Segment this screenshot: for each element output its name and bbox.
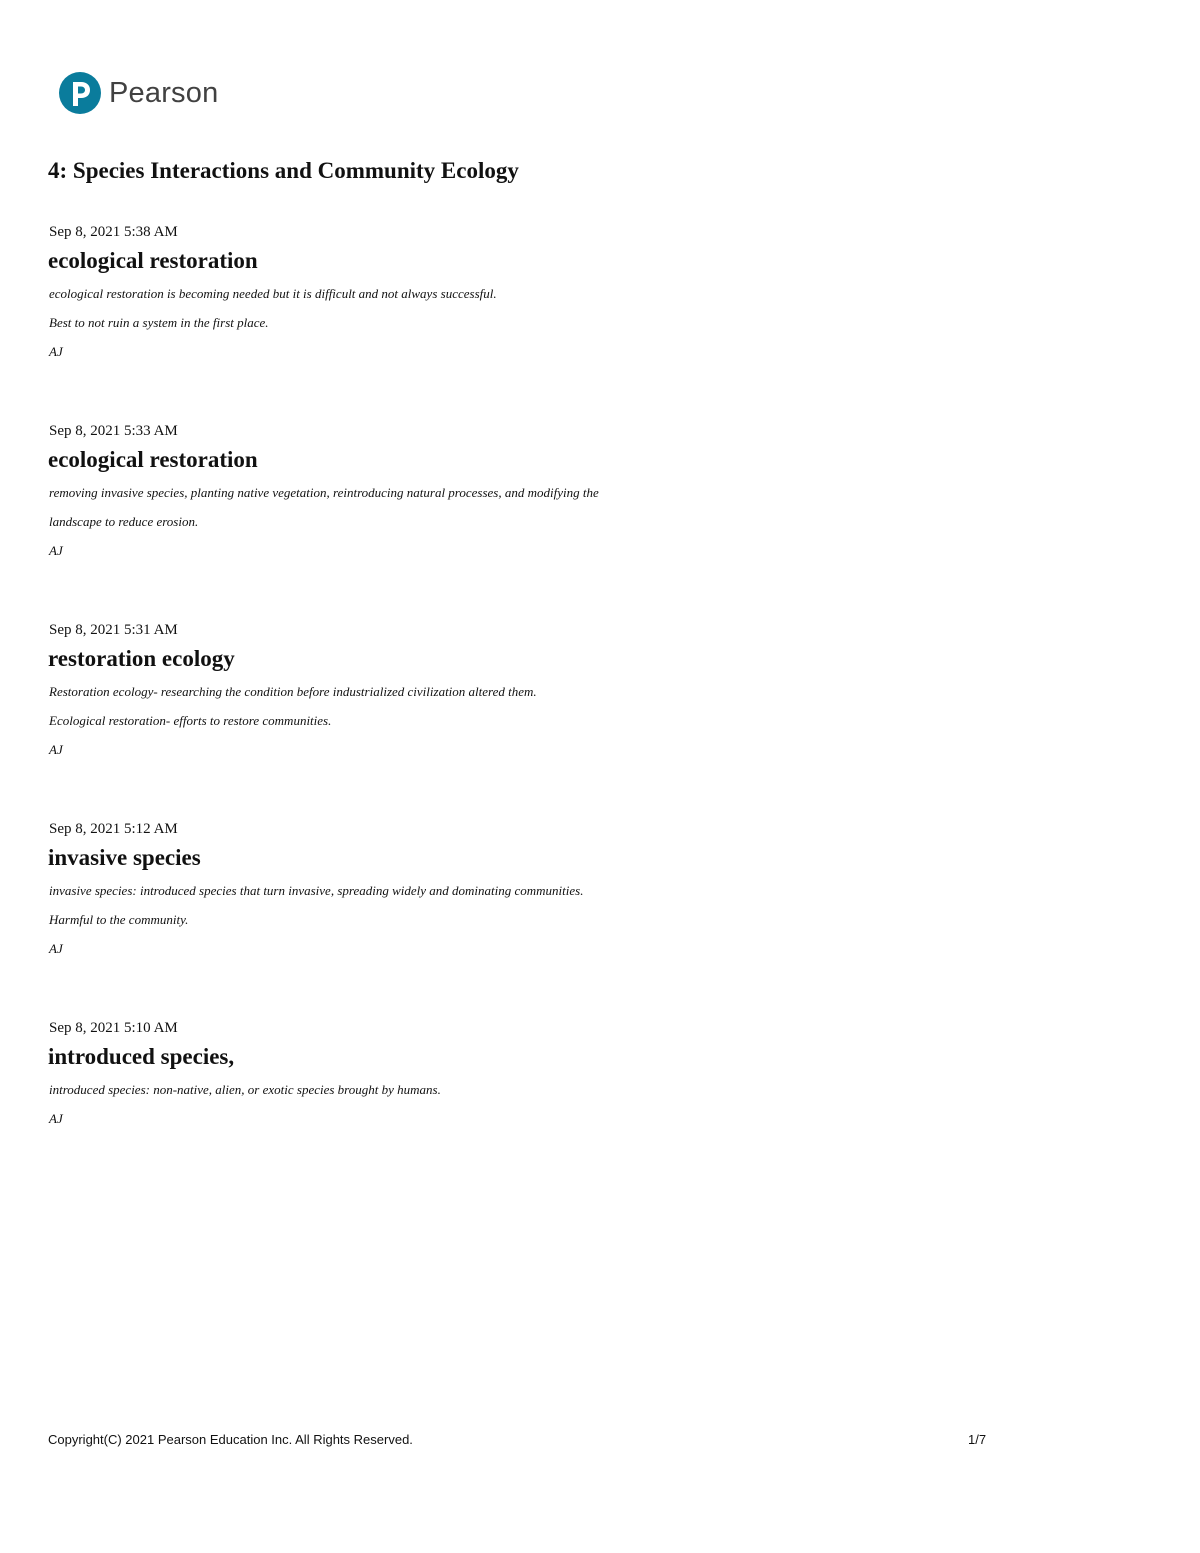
note-text-line: ecological restoration is becoming needed but it is difficult and not always successful. — [49, 286, 497, 301]
note-date: Sep 8, 2021 5:31 AM — [49, 622, 178, 638]
footer-copyright: Copyright(C) 2021 Pearson Education Inc. All Rights Reserved. — [48, 1432, 413, 1447]
note-body — [48, 279, 948, 366]
pearson-logo-icon — [59, 72, 101, 114]
note-body — [48, 1075, 948, 1133]
note-date: Sep 8, 2021 5:10 AM — [49, 1020, 178, 1036]
note-body — [48, 677, 948, 764]
note-author: AJ — [49, 1111, 63, 1126]
note-title: ecological restoration — [48, 447, 258, 472]
note-text-line: Ecological restoration- efforts to restore communities. — [49, 713, 332, 728]
brand-name: Pearson — [109, 76, 219, 109]
page-number: 1/7 — [968, 1432, 987, 1447]
note-author: AJ — [49, 941, 63, 956]
note-text-line: Best to not ruin a system in the first place. — [49, 315, 269, 330]
note-entry — [48, 1019, 948, 1133]
note-body — [48, 876, 948, 963]
note-entry — [48, 422, 948, 565]
note-entry — [48, 223, 948, 366]
page-title: 4: Species Interactions and Community Ecology — [48, 158, 519, 183]
note-author: AJ — [49, 344, 63, 359]
note-body — [48, 478, 948, 565]
pearson-logo — [59, 72, 218, 114]
note-entry — [48, 820, 948, 963]
note-title: introduced species, — [48, 1044, 235, 1069]
note-text-line: landscape to reduce erosion. — [49, 514, 199, 529]
note-date: Sep 8, 2021 5:12 AM — [49, 821, 178, 837]
note-author: AJ — [49, 742, 63, 757]
note-text-line: removing invasive species, planting native vegetation, reintroducing natural processes, and modifying the — [49, 485, 599, 500]
note-title: invasive species — [48, 845, 201, 870]
note-text-line: introduced species: non-native, alien, or exotic species brought by humans. — [49, 1082, 441, 1097]
note-text-line: invasive species: introduced species that turn invasive, spreading widely and dominating communities. — [49, 883, 584, 898]
note-title: ecological restoration — [48, 248, 258, 273]
note-date: Sep 8, 2021 5:33 AM — [49, 423, 178, 439]
note-text-line: Harmful to the community. — [49, 912, 189, 927]
note-title: restoration ecology — [48, 646, 235, 671]
note-date: Sep 8, 2021 5:38 AM — [49, 224, 178, 240]
note-text-line: Restoration ecology- researching the condition before industrialized civilization altered them. — [49, 684, 537, 699]
note-entry — [48, 621, 948, 764]
note-author: AJ — [49, 543, 63, 558]
